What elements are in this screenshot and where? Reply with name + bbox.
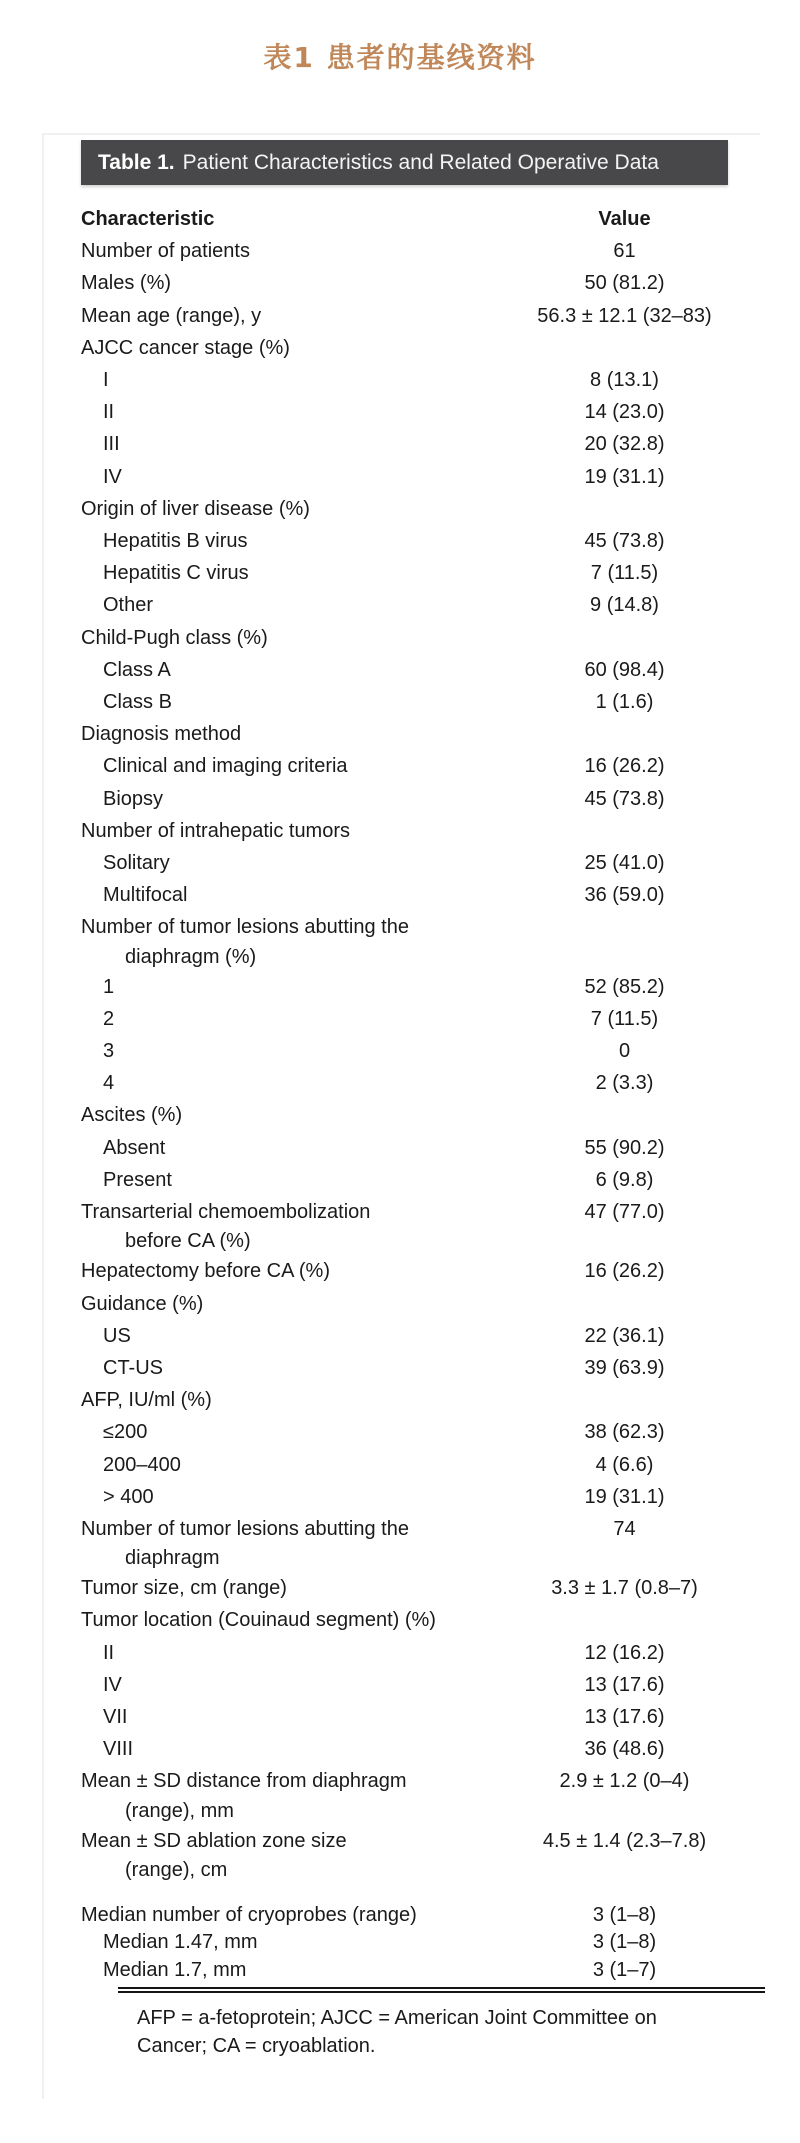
row-label-line: Median 1.7, mm [103, 1958, 247, 1981]
table-row [81, 1929, 728, 1957]
table-row [81, 1449, 728, 1481]
row-value: 45 (73.8) [584, 530, 665, 553]
row-label [81, 1352, 521, 1384]
row-value: 36 (48.6) [584, 1738, 665, 1761]
row-label [81, 525, 521, 557]
row-label [81, 1449, 521, 1481]
row-label [81, 1637, 521, 1669]
row-label [81, 750, 521, 782]
row-label-line: Biopsy [103, 787, 164, 810]
table-row [81, 1825, 728, 1884]
row-label-line: Ascites (%) [81, 1104, 183, 1127]
row-label-line: CT-US [103, 1356, 163, 1379]
table-row [81, 1572, 728, 1604]
row-value: 4.5 ± 1.4 (2.3–7.8) [542, 1829, 707, 1852]
table-row [81, 815, 728, 847]
row-label [81, 1902, 521, 1930]
row-value: 9 (14.8) [590, 594, 659, 617]
row-label [81, 879, 521, 911]
table-row [81, 783, 728, 815]
row-value: 74 [613, 1517, 636, 1540]
row-label-line: Number of tumor lesions abutting the [81, 1517, 409, 1540]
row-label-line: Present [103, 1168, 172, 1191]
row-label [81, 1825, 521, 1884]
row-value: 7 (11.5) [590, 1007, 659, 1030]
row-label [81, 1164, 521, 1196]
table-row [81, 1164, 728, 1196]
row-label [81, 847, 521, 879]
table-row [81, 1481, 728, 1513]
table-row [81, 1035, 728, 1067]
row-value: 55 (90.2) [584, 1136, 665, 1159]
row-value: 2.9 ± 1.2 (0–4) [559, 1770, 690, 1793]
row-label-line: II [103, 401, 115, 424]
row-label-line-2: diaphragm [125, 1547, 220, 1570]
table-row [81, 428, 728, 460]
row-label-line: VII [103, 1705, 128, 1728]
table-row [81, 1352, 728, 1384]
table-row [81, 622, 728, 654]
table-card [42, 133, 760, 2099]
row-label [81, 622, 521, 654]
row-value: 20 (32.8) [584, 433, 665, 456]
row-label-line: Hepatitis C virus [103, 562, 249, 585]
row-value: 7 (11.5) [590, 562, 659, 585]
row-label [81, 300, 521, 332]
row-label-line: Tumor size, cm (range) [81, 1577, 287, 1600]
row-value: 14 (23.0) [584, 401, 665, 424]
row-label-line: Number of tumor lesions abutting the [81, 916, 409, 939]
row-value: 39 (63.9) [584, 1356, 665, 1379]
row-value: 60 (98.4) [584, 658, 665, 681]
table-row [81, 267, 728, 299]
table-row [81, 1099, 728, 1131]
table-row [81, 1604, 728, 1636]
row-label-line: Median 1.47, mm [103, 1931, 258, 1954]
row-label [81, 1669, 521, 1701]
row-label [81, 1320, 521, 1352]
table-row [81, 654, 728, 686]
row-label [81, 1196, 521, 1255]
table-row [81, 1733, 728, 1765]
row-label-line: > 400 [103, 1485, 154, 1508]
table-footnote [137, 2004, 747, 2060]
row-label [81, 364, 521, 396]
table-row [81, 461, 728, 493]
row-label-line: IV [103, 465, 122, 488]
row-value: 6 (9.8) [595, 1168, 654, 1191]
row-label-line: Class A [103, 658, 171, 681]
row-value: 56.3 ± 12.1 (32–83) [537, 304, 712, 327]
row-value: 61 [613, 240, 636, 263]
row-label-line: AJCC cancer stage (%) [81, 336, 290, 359]
row-label [81, 461, 521, 493]
row-label [81, 1929, 521, 1957]
table-row [81, 1003, 728, 1035]
row-label-line: I [103, 369, 109, 392]
row-label-line: Solitary [103, 852, 170, 875]
row-value: 3 (1–8) [592, 1903, 657, 1926]
row-label [81, 718, 521, 750]
row-label [81, 1416, 521, 1448]
row-label [81, 1099, 521, 1131]
row-label [81, 1132, 521, 1164]
row-value: 52 (85.2) [584, 975, 665, 998]
row-label-line: VIII [103, 1738, 134, 1761]
table-row [81, 589, 728, 621]
row-label [81, 1384, 521, 1416]
row-label-line: Absent [103, 1136, 166, 1159]
row-label-line: ≤200 [103, 1421, 148, 1444]
table-row [81, 847, 728, 879]
row-label [81, 589, 521, 621]
row-label-line: 4 [103, 1072, 115, 1095]
row-label-line: III [103, 433, 120, 456]
row-label [81, 1288, 521, 1320]
table-row [81, 1384, 728, 1416]
table-row [81, 1255, 728, 1287]
row-label-line: Median number of cryoprobes (range) [81, 1903, 417, 1926]
row-label [81, 1513, 521, 1572]
table-row [81, 396, 728, 428]
row-label [81, 1701, 521, 1733]
row-label-line: 2 [103, 1007, 115, 1030]
table-row [81, 1288, 728, 1320]
row-label-line: Number of intrahepatic tumors [81, 819, 351, 842]
row-label-line: Multifocal [103, 884, 188, 907]
row-label-line: Hepatectomy before CA (%) [81, 1260, 330, 1283]
row-value: 3.3 ± 1.7 (0.8–7) [551, 1577, 698, 1600]
row-label-line: Class B [103, 691, 172, 714]
row-label [81, 654, 521, 686]
row-value: 1 (1.6) [595, 691, 654, 714]
table-row [81, 971, 728, 1003]
footnote-line-2: Cancer; CA = cryoablation. [137, 2035, 376, 2058]
row-value: 47 (77.0) [584, 1201, 665, 1224]
row-label-line-2: (range), mm [125, 1799, 234, 1822]
row-label [81, 1255, 521, 1287]
row-value: 22 (36.1) [584, 1324, 665, 1347]
row-label [81, 1003, 521, 1035]
row-value: 45 (73.8) [584, 787, 665, 810]
row-label-line: Origin of liver disease (%) [81, 497, 310, 520]
table-row [81, 686, 728, 718]
row-value: 2 (3.3) [595, 1072, 654, 1095]
row-value: 50 (81.2) [584, 272, 665, 295]
row-value: 8 (13.1) [590, 369, 659, 392]
table-row [81, 332, 728, 364]
row-label-line: 1 [103, 975, 115, 998]
row-value: 25 (41.0) [584, 852, 665, 875]
row-label [81, 428, 521, 460]
row-value: 19 (31.1) [584, 465, 665, 488]
row-value: 12 (16.2) [584, 1641, 665, 1664]
row-label-line: Mean ± SD ablation zone size [81, 1829, 347, 1852]
table-row [81, 1320, 728, 1352]
row-label [81, 1604, 521, 1636]
table-row [81, 718, 728, 750]
table-row [81, 1513, 728, 1572]
table-row [81, 1132, 728, 1164]
row-label [81, 235, 521, 267]
table-title: Patient Characteristics and Related Operative Data [182, 150, 659, 174]
row-label-line: Transarterial chemoembolization [81, 1201, 371, 1224]
table-body [81, 203, 728, 2060]
page-title: 表1 患者的基线资料 [263, 41, 537, 74]
table-bottom-rule [118, 1987, 765, 1993]
table-row [81, 525, 728, 557]
row-label-line: Child-Pugh class (%) [81, 626, 268, 649]
row-value: 3 (1–7) [592, 1958, 657, 1981]
table-row [81, 1067, 728, 1099]
row-label [81, 911, 521, 970]
row-label-line: Hepatitis B virus [103, 530, 248, 553]
table-row [81, 911, 728, 970]
table-row [81, 1902, 728, 1930]
table-row [81, 1701, 728, 1733]
table-row [81, 493, 728, 525]
table-rows [81, 235, 728, 1984]
table-number-label: Table 1. [98, 150, 175, 174]
row-value: 19 (31.1) [584, 1485, 665, 1508]
row-label [81, 686, 521, 718]
row-label-line: Guidance (%) [81, 1292, 204, 1315]
row-label [81, 1035, 521, 1067]
row-value: 38 (62.3) [584, 1421, 665, 1444]
row-label [81, 971, 521, 1003]
table-row [81, 1196, 728, 1255]
table-row [81, 1669, 728, 1701]
row-label-line: Mean age (range), y [81, 304, 262, 327]
row-label-line: II [103, 1641, 115, 1664]
table-row [81, 1765, 728, 1824]
row-label [81, 783, 521, 815]
row-label-line: AFP, IU/ml (%) [81, 1389, 212, 1412]
row-label [81, 557, 521, 589]
table-row [81, 235, 728, 267]
row-label [81, 1572, 521, 1604]
row-label-line-2: before CA (%) [125, 1230, 251, 1253]
row-label [81, 332, 521, 364]
row-label [81, 1067, 521, 1099]
row-label-line: US [103, 1324, 131, 1347]
row-value: 3 (1–8) [592, 1931, 657, 1954]
column-header-characteristic: Characteristic [81, 208, 215, 230]
row-label-line: Other [103, 594, 154, 617]
row-value: 0 [618, 1040, 631, 1063]
column-header-value: Value [598, 208, 651, 230]
row-label-line: Diagnosis method [81, 723, 242, 746]
row-value: 4 (6.6) [595, 1453, 654, 1476]
table-row [81, 300, 728, 332]
row-label-line-2: diaphragm (%) [125, 945, 257, 968]
row-value: 16 (26.2) [584, 1260, 665, 1283]
table-row [81, 1637, 728, 1669]
row-label-line-2: (range), cm [125, 1858, 228, 1881]
row-label-line: 3 [103, 1040, 115, 1063]
row-label [81, 396, 521, 428]
row-value: 36 (59.0) [584, 884, 665, 907]
row-value: 16 (26.2) [584, 755, 665, 778]
row-value: 13 (17.6) [584, 1705, 665, 1728]
table-row [81, 364, 728, 396]
footnote-line-1: AFP = a-fetoprotein; AJCC = American Joint Committee on [137, 2007, 657, 2030]
row-label [81, 1957, 521, 1985]
table-row [81, 1957, 728, 1985]
table-row [81, 1416, 728, 1448]
row-label-line: Number of patients [81, 240, 250, 263]
row-label [81, 815, 521, 847]
table-row [81, 557, 728, 589]
table-row [81, 879, 728, 911]
row-label [81, 493, 521, 525]
table-row [81, 750, 728, 782]
row-label [81, 1765, 521, 1824]
row-label-line: 200–400 [103, 1453, 181, 1476]
row-label-line: IV [103, 1673, 122, 1696]
column-headers [81, 203, 728, 235]
row-label-line: Males (%) [81, 272, 172, 295]
row-value: 13 (17.6) [584, 1673, 665, 1696]
row-label-line: Mean ± SD distance from diaphragm [81, 1770, 407, 1793]
row-label-line: Clinical and imaging criteria [103, 755, 348, 778]
row-label [81, 1481, 521, 1513]
row-label [81, 267, 521, 299]
table-header-bar [81, 140, 728, 185]
row-label-line: Tumor location (Couinaud segment) (%) [81, 1609, 436, 1632]
row-label [81, 1733, 521, 1765]
